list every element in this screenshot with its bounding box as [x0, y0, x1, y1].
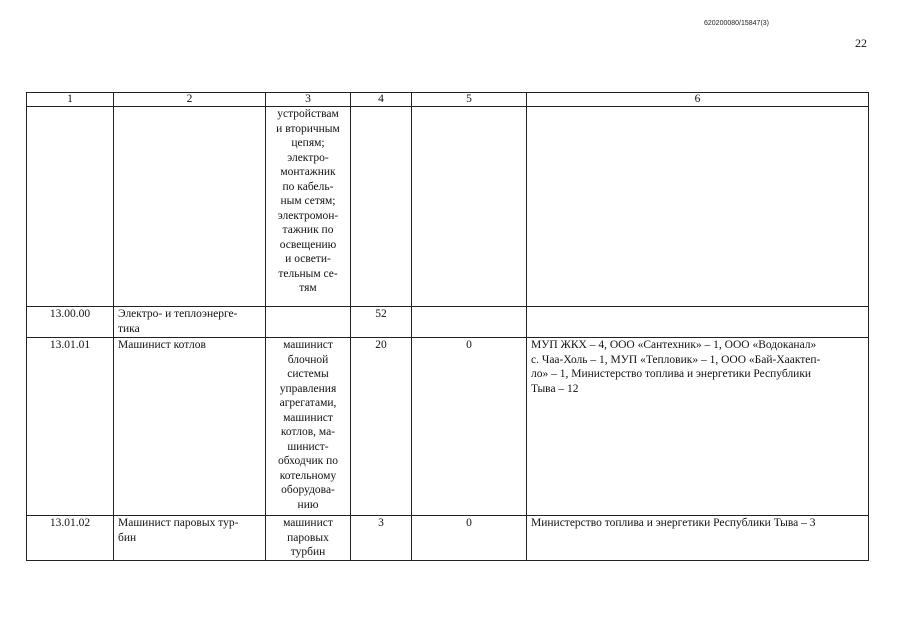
table-row [27, 516, 869, 561]
occupation-line: управления [279, 382, 337, 395]
occupation-line: турбин [290, 546, 326, 558]
occupation-line: тельным се- [278, 267, 338, 280]
count-cell: 52 [351, 307, 412, 338]
occupation-line: машинист [283, 517, 333, 529]
profession-name-cell [114, 107, 266, 307]
document-id: 620200080/15847(3) [704, 20, 770, 27]
profession-name-line: Машинист котлов [118, 339, 206, 351]
organizations-line: Тыва – 12 [531, 382, 579, 395]
organizations-cell [527, 107, 869, 307]
page-number: 22 [855, 36, 867, 50]
occupation-line: нию [297, 498, 319, 511]
occupation-line: системы [287, 368, 329, 380]
profession-name-cell [114, 307, 266, 338]
profession-name-line: Машинист паровых тур- [118, 517, 239, 529]
occupation-line: электромон- [277, 209, 339, 222]
occupation-line: ным сетям; [280, 195, 336, 207]
header-col-1: 1 [27, 93, 114, 107]
occupation-line: тям [299, 282, 317, 294]
count-cell [351, 107, 412, 307]
organizations-line: Министерство топлива и энергетики Республики Тыва – 3 [531, 517, 816, 529]
organizations-cell [527, 307, 869, 338]
occupation-line: устройствам [277, 108, 339, 120]
organizations-line: с. Чаа-Холь – 1, МУП «Тепловик» – 1, ООО «Бай-Хаактеп- [531, 353, 821, 366]
occupation-line: шинист- [287, 440, 329, 453]
header-col-3: 3 [266, 93, 351, 107]
occupation-line: монтажник [280, 166, 336, 178]
profession-name-cell [114, 338, 266, 516]
zero-cell: 0 [412, 338, 527, 516]
occupation-cell [266, 107, 351, 307]
occupation-line: котлов, ма- [280, 426, 336, 438]
occupation-line: освещению [279, 238, 337, 251]
occupation-line: машинист [283, 411, 333, 424]
profession-name-cell [114, 516, 266, 561]
occupation-cell [266, 338, 351, 516]
occupation-line: цепям; [291, 137, 325, 149]
occupation-cell [266, 516, 351, 561]
header-col-4: 4 [351, 93, 412, 107]
organizations-cell [527, 338, 869, 516]
header-col-2: 2 [114, 93, 266, 107]
data-table [26, 92, 869, 561]
occupation-cell [266, 307, 351, 338]
occupation-line: электро- [287, 151, 329, 164]
profession-name-line: тика [118, 322, 140, 335]
count-cell: 20 [351, 338, 412, 516]
occupation-line: тажник по [282, 224, 334, 236]
occupation-line: блочной [287, 353, 329, 366]
occupation-line: обходчик по [277, 455, 339, 467]
table-row [27, 338, 869, 516]
zero-cell: 0 [412, 516, 527, 561]
profession-name-line: Электро- и теплоэнерге- [118, 308, 238, 320]
occupation-line: по кабель- [282, 180, 334, 193]
count-cell: 3 [351, 516, 412, 561]
header-col-5: 5 [412, 93, 527, 107]
occupation-line: агрегатами, [279, 397, 337, 409]
occupation-line: котельному [279, 469, 337, 482]
table-row [27, 107, 869, 307]
table-row [27, 307, 869, 338]
occupation-line: паровых [287, 531, 329, 544]
occupation-line: оборудова- [281, 484, 335, 496]
profession-code-cell: 13.00.00 [27, 307, 114, 338]
occupation-line: и освети- [285, 253, 331, 265]
zero-cell [412, 107, 527, 307]
header-row [27, 93, 869, 107]
profession-code-cell: 13.01.02 [27, 516, 114, 561]
occupation-line: и вторичным [276, 122, 340, 135]
occupation-line: машинист [283, 339, 333, 351]
profession-code-cell: 13.01.01 [27, 338, 114, 516]
header-col-6: 6 [527, 93, 869, 107]
profession-code-cell [27, 107, 114, 307]
zero-cell [412, 307, 527, 338]
organizations-line: МУП ЖКХ – 4, ООО «Сантехник» – 1, ООО «Водоканал» [531, 339, 817, 351]
profession-name-line: бин [118, 531, 137, 544]
organizations-line: ло» – 1, Министерство топлива и энергетики Республики [531, 368, 812, 380]
organizations-cell [527, 516, 869, 561]
